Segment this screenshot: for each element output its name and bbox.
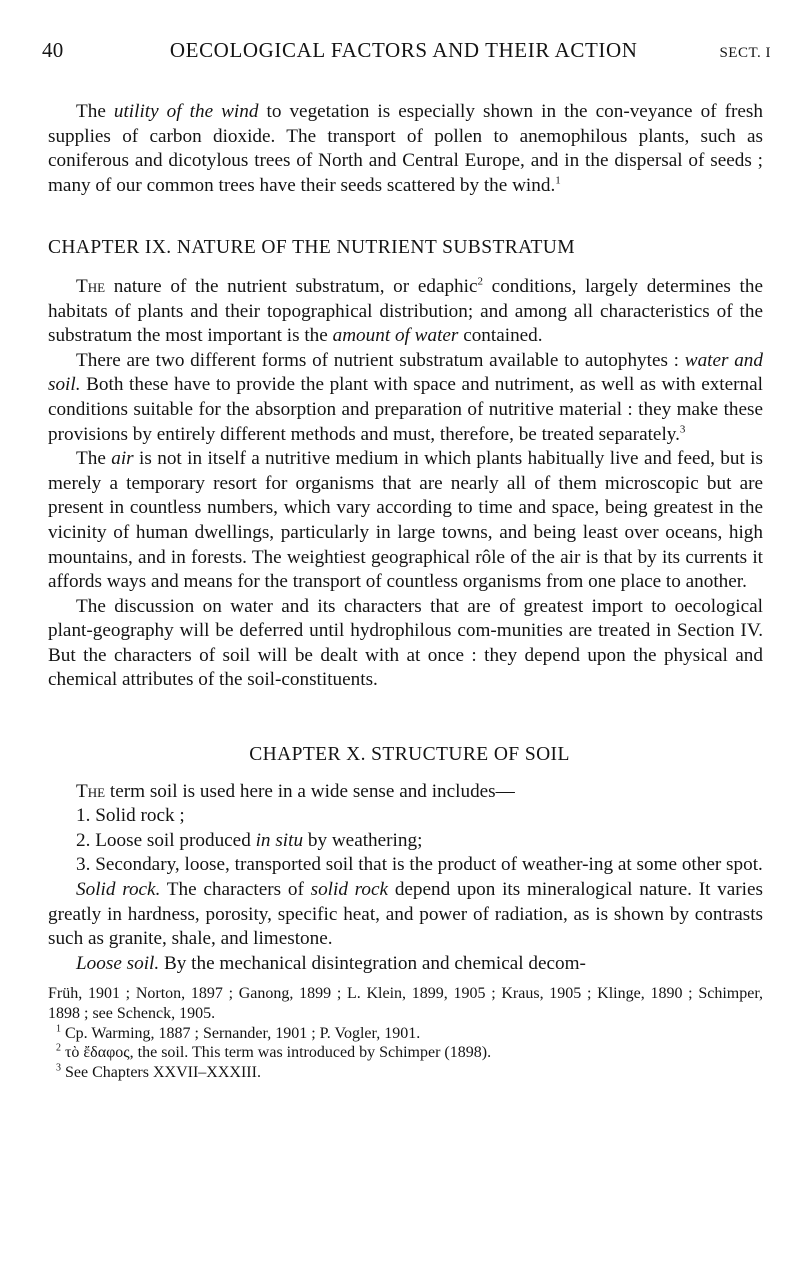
footnote-continuation: Früh, 1901 ; Norton, 1897 ; Ganong, 1899 ; L. Klein, 1899, 1905 ; Kraus, 1905 ; Klinge, 1890 ; Schimper, 1898 ; see Schenck, 1905.: [48, 985, 763, 1022]
run-in-heading: Solid rock.: [76, 879, 161, 901]
paragraph-forms: There are two different forms of nutrient substratum available to autophytes : water and soil. Both these have to provide the plant with space and nutriment, as well as with external conditions suitable for the absorption and preparation of nutritive material : they make these provisions by entirely different methods and must, therefore, be treated separately.$^3$: [48, 349, 763, 445]
emphasis: amount of water: [332, 325, 459, 347]
paragraph-solid-rock: Solid rock. The characters of solid rock depend upon its mineralogical nature. It varies greatly in hardness, porosity, specific heat, and power of radiation, as is shown by contrasts such as granite, shale, and limestone.: [48, 879, 763, 950]
emphasis: solid rock: [310, 879, 389, 901]
soil-types-list: [48, 804, 763, 878]
run-in-heading: Loose soil.: [76, 952, 160, 974]
footnote: $^3$ See Chapters XXVII–XXXIII.: [56, 1062, 261, 1081]
paragraph-soil-intro: The term soil is used here in a wide sense and includes—: [76, 780, 515, 802]
paragraph-loose-soil: Loose soil. By the mechanical disintegration and chemical decom-: [76, 952, 586, 974]
list-item: 1. Solid rock ;: [76, 805, 185, 827]
page-number: 40: [42, 38, 64, 62]
paragraph-discussion: The discussion on water and its characters that are of greatest import to oecological plant-geography will be deferred until hydrophilous com-munities are treated in Section IV. But the characters of soil will be dealt with at once : they depend upon the physical and chemical attributes of the soil-constituents.: [48, 595, 763, 691]
list-item: 2. Loose soil produced in situ by weathering;: [76, 829, 423, 851]
emphasis: air: [111, 448, 134, 470]
running-title: OECOLOGICAL FACTORS AND THEIR ACTION: [169, 38, 638, 62]
footnotes: [48, 984, 763, 1082]
section-label: SECT. I: [719, 45, 771, 61]
paragraph-wind: The utility of the wind to vegetation is especially shown in the con-veyance of fresh supplies of carbon dioxide. The transport of pollen to anemophilous plants, such as coniferous and dicotylous trees of North and Central Europe, and in the dispersal of seeds ; many of our common trees have their seeds scattered by the wind.$^1$: [48, 101, 763, 196]
footnote-ref: 3: [679, 423, 686, 436]
paragraph-edaphic: The nature of the nutrient substratum, or edaphic$^2$ conditions, largely determines the habitats of plants and their topographical distribution; and among all characteristics of the substratum the most important is the amount of water contained.: [48, 275, 763, 347]
emphasis: utility of the wind: [113, 101, 259, 122]
footnote-ref: 2: [477, 275, 483, 288]
footnote: $^1$ Cp. Warming, 1887 ; Sernander, 1901 ; P. Vogler, 1901.: [56, 1023, 421, 1042]
chapter-heading-x: CHAPTER X. STRUCTURE OF SOIL: [249, 744, 570, 766]
running-head: [42, 38, 771, 63]
footnote: $^2$ τὸ ἔδαφος, the soil. This term was introduced by Schimper (1898).: [56, 1042, 492, 1062]
footnote-ref: 1: [555, 174, 561, 187]
chapter-heading-ix: CHAPTER IX. NATURE OF THE NUTRIENT SUBSTRATUM: [48, 237, 576, 259]
emphasis: in situ: [255, 829, 304, 851]
page-body: [48, 100, 763, 1082]
list-item: 3. Secondary, loose, transported soil that is the product of weather-ing at some other spot.: [76, 854, 763, 876]
paragraph-air: The air is not in itself a nutritive medium in which plants habitually live and feed, but is merely a temporary resort for organisms that are nearly all of them microscopic but are present in countless numbers, which vary according to time and space, being greatest in the vicinity of human dwellings, particularly in large towns, and being least over oceans, high mountains, and in forests. The weightiest geographical rôle of the air is that by its currents it affords ways and means for the transport of countless organisms from one place to another.: [48, 448, 763, 593]
emphasis: water and soil.: [48, 349, 763, 396]
